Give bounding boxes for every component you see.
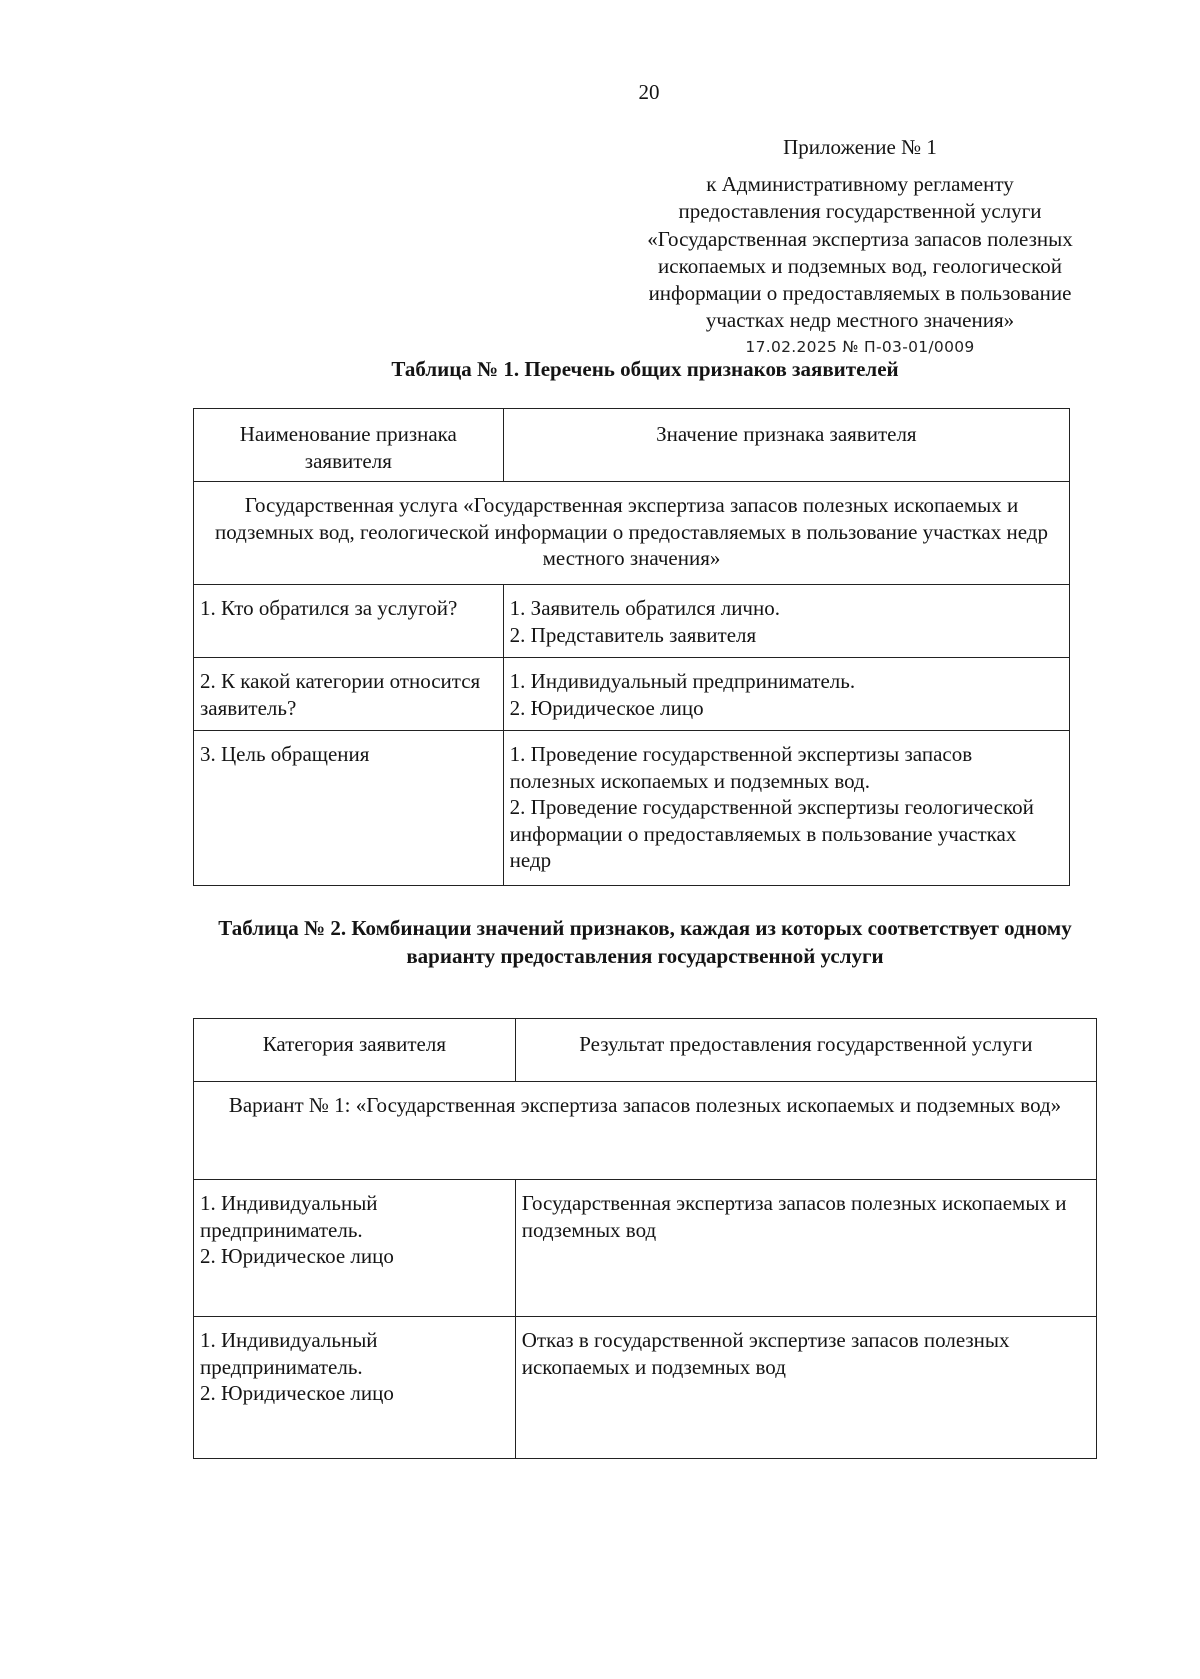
table-row xyxy=(194,1317,1097,1459)
appendix-line: ископаемых и подземных вод, геологической xyxy=(658,253,1062,278)
applicant-features-table xyxy=(193,408,1070,886)
service-row xyxy=(194,482,1070,585)
table1-title: Таблица № 1. Перечень общих признаков заявителей xyxy=(391,357,899,381)
variant-name-cell: Вариант № 1: «Государственная экспертиза запасов полезных ископаемых и подземных вод» xyxy=(194,1082,1097,1180)
list-item: 2. Проведение государственной экспертизы геологической информации о предоставляемых в пользование участках недр xyxy=(509,795,1034,872)
list-item: 2. Юридическое лицо xyxy=(200,1244,394,1268)
table-header-row xyxy=(194,409,1070,482)
feature-name-cell: 3. Цель обращения xyxy=(194,731,504,886)
appendix-line: предоставления государственной услуги xyxy=(678,199,1042,224)
table-row xyxy=(194,1180,1097,1317)
appendix-line: «Государственная экспертиза запасов полезных xyxy=(647,226,1073,251)
header-service-result: Результат предоставления государственной услуги xyxy=(515,1019,1096,1082)
list-item: 1. Индивидуальный предприниматель. xyxy=(200,1328,378,1379)
feature-value-cell xyxy=(503,731,1069,886)
feature-value-cell xyxy=(503,658,1069,731)
table2-title: Таблица № 2. Комбинации значений признаков, каждая из которых соответствует одному варианту предоставления государственной услуги xyxy=(218,916,1072,968)
appendix-line: к Административному регламенту xyxy=(706,172,1014,197)
page-number: 20 xyxy=(638,80,660,104)
header-applicant-category: Категория заявителя xyxy=(194,1019,516,1082)
feature-name-cell: 1. Кто обратился за услугой? xyxy=(194,585,504,658)
appendix-line: информации о предоставляемых в пользование xyxy=(648,281,1072,306)
list-item: 2. Юридическое лицо xyxy=(509,695,704,720)
applicant-category-cell xyxy=(194,1180,516,1317)
table-row xyxy=(194,731,1070,886)
feature-value-cell xyxy=(503,585,1069,658)
appendix-title: Приложение № 1 xyxy=(783,135,937,159)
list-item: 2. Юридическое лицо xyxy=(200,1381,394,1405)
service-name-cell: Государственная услуга «Государственная экспертиза запасов полезных ископаемых и подземных вод, геологической информации о предоставляемых в пользование участках недр местного значения» xyxy=(194,482,1070,585)
list-item: 2. Представитель заявителя xyxy=(509,622,757,647)
appendix-header xyxy=(600,134,1120,334)
table-header-row xyxy=(194,1019,1097,1082)
list-item: 1. Заявитель обратился лично. xyxy=(509,596,780,620)
list-item: 1. Индивидуальный предприниматель. xyxy=(200,1191,378,1242)
variant-row xyxy=(194,1082,1097,1180)
document-date-number: 17.02.2025 № П-03-01/0009 xyxy=(745,338,975,356)
header-feature-name: Наименование признака заявителя xyxy=(194,409,504,482)
applicant-category-cell xyxy=(194,1317,516,1459)
header-feature-value: Значение признака заявителя xyxy=(503,409,1069,482)
list-item: 1. Индивидуальный предприниматель. xyxy=(509,669,856,693)
table-row xyxy=(194,585,1070,658)
service-result-cell: Государственная экспертиза запасов полезных ископаемых и подземных вод xyxy=(515,1180,1096,1317)
service-variants-table xyxy=(193,1018,1097,1459)
table-row xyxy=(194,658,1070,731)
service-result-cell: Отказ в государственной экспертизе запасов полезных ископаемых и подземных вод xyxy=(515,1317,1096,1459)
appendix-line: участках недр местного значения» xyxy=(705,308,1015,333)
feature-name-cell: 2. К какой категории относится заявитель? xyxy=(194,658,504,731)
list-item: 1. Проведение государственной экспертизы запасов полезных ископаемых и подземных вод. xyxy=(509,742,973,793)
